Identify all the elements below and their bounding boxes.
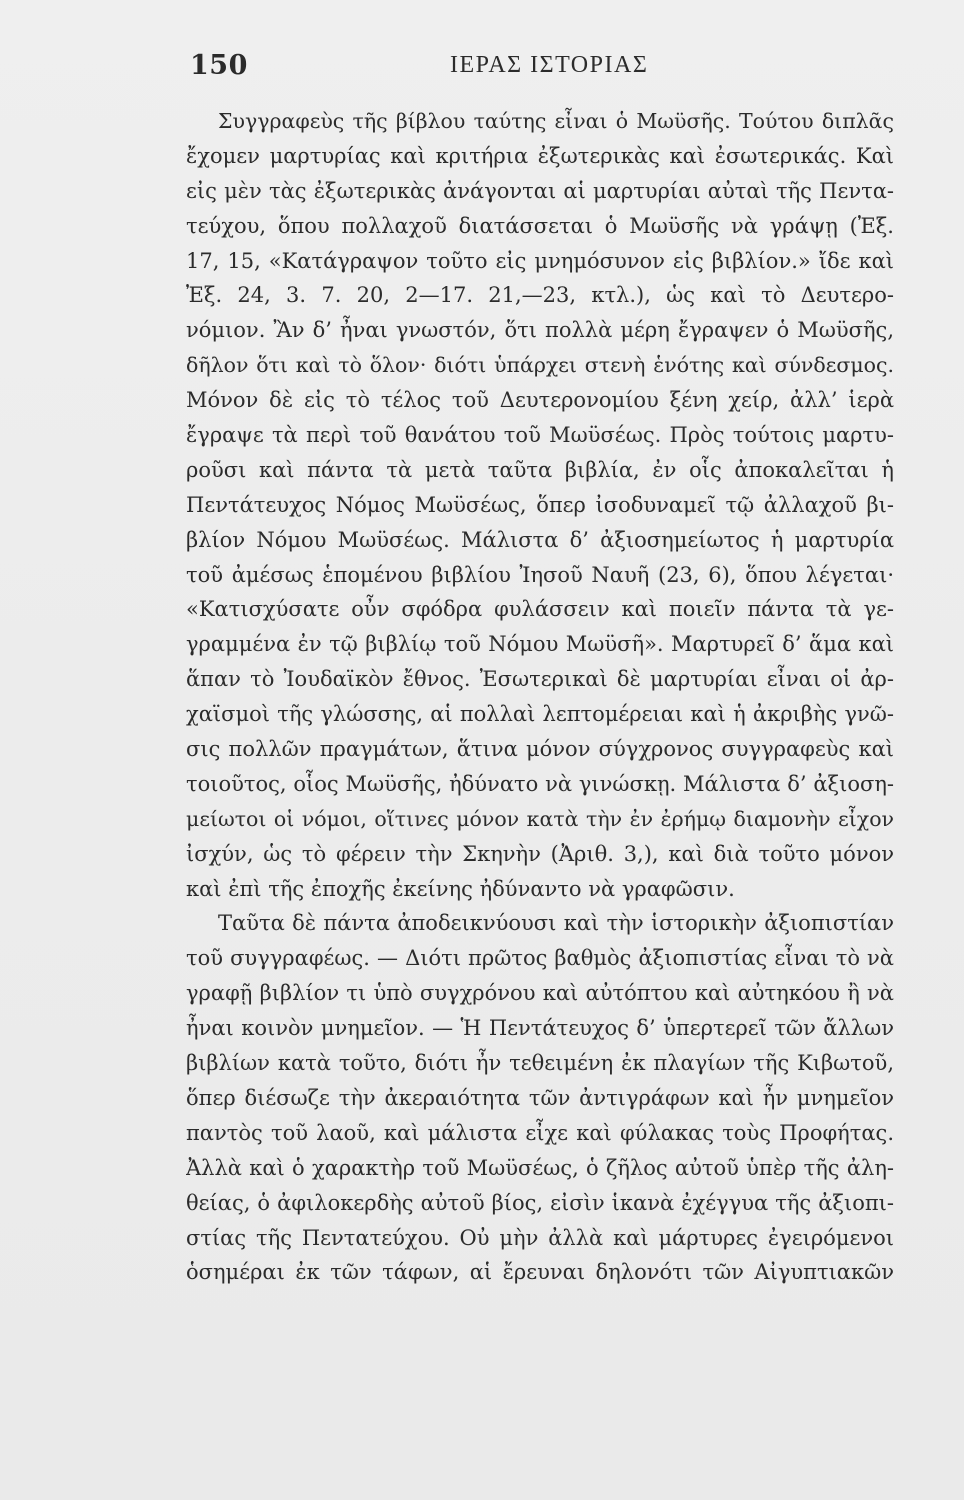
- text-line: θείας, ὁ ἀφιλοκερδὴς αὐτοῦ βίος, εἰσὶν ἱκανὰ ἐχέγγυα τῆς ἀξιοπι-: [186, 1190, 894, 1215]
- text-line: ἔχομεν μαρτυρίας καὶ κριτήρια ἐξωτερικὰς καὶ ἐσωτερικάς. Καὶ: [186, 143, 894, 168]
- text-line: τοῦ ἀμέσως ἑπομένου βιβλίου Ἰησοῦ Ναυῆ (23, 6), ὅπου λέγεται·: [186, 562, 894, 587]
- text-line: χαϊσμοὶ τῆς γλώσσης, αἱ πολλαὶ λεπτομέρειαι καὶ ἡ ἀκριβὴς γνῶ-: [186, 702, 894, 727]
- text-line: ἦναι κοινὸν μνημεῖον. — Ἡ Πεντάτευχος δ’ ὑπερτερεῖ τῶν ἄλλων: [186, 1016, 894, 1041]
- text-line: ὁσημέραι ἐκ τῶν τάφων, αἱ ἔρευναι δηλονότι τῶν Αἰγυπτιακῶν: [186, 1260, 894, 1285]
- text-line: σις πολλῶν πραγμάτων, ἅτινα μόνον σύγχρονος συγγραφεὺς καὶ: [186, 737, 894, 762]
- text-line: εἰς μὲν τὰς ἐξωτερικὰς ἀνάγονται αἱ μαρτυρίαι αὐταὶ τῆς Πεντα-: [186, 178, 894, 203]
- running-title: ΙΕΡΑΣ ΙΣΤΟΡΙΑΣ: [450, 52, 649, 78]
- text-line: παντὸς τοῦ λαοῦ, καὶ μάλιστα εἶχε καὶ φύλακας τοὺς Προφήτας.: [186, 1120, 894, 1145]
- text-line: Μόνον δὲ εἰς τὸ τέλος τοῦ Δευτερονομίου ξένη χείρ, ἀλλ’ ἱερὰ: [186, 388, 894, 413]
- text-line: νόμιον. Ἂν δ’ ἦναι γνωστόν, ὅτι πολλὰ μέρη ἔγραψεν ὁ Μωϋσῆς,: [186, 318, 894, 343]
- text-line: Ἀλλὰ καὶ ὁ χαρακτὴρ τοῦ Μωϋσέως, ὁ ζῆλος αὐτοῦ ὑπὲρ τῆς ἀλη-: [186, 1155, 894, 1180]
- text-line: Συγγραφεὺς τῆς βίβλου ταύτης εἶναι ὁ Μωϋσῆς. Τούτου διπλᾶς: [218, 109, 894, 133]
- text-line: Πεντάτευχος Νόμος Μωϋσέως, ὅπερ ἰσοδυναμεῖ τῷ ἀλλαχοῦ βι-: [186, 492, 894, 517]
- page-header: [190, 50, 894, 90]
- text-line: 17, 15, «Κατάγραψον τοῦτο εἰς μνημόσυνον εἰς βιβλίον.» ἴδε καὶ: [186, 248, 894, 273]
- text-line: καὶ ἐπὶ τῆς ἐποχῆς ἐκείνης ἠδύναντο νὰ γραφῶσιν.: [186, 876, 735, 901]
- text-line: ἰσχύν, ὡς τὸ φέρειν τὴν Σκηνὴν (Ἀριθ. 3,), καὶ διὰ τοῦτο μόνον: [186, 841, 894, 866]
- text-line: γραμμένα ἐν τῷ βιβλίῳ τοῦ Νόμου Μωϋσῆ». Μαρτυρεῖ δ’ ἅμα καὶ: [186, 632, 894, 657]
- text-line: ὅπερ διέσωζε τὴν ἀκεραιότητα τῶν ἀντιγράφων καὶ ἦν μνημεῖον: [186, 1085, 894, 1110]
- text-line: «Κατισχύσατε οὖν σφόδρα φυλάσσειν καὶ ποιεῖν πάντα τὰ γε-: [186, 597, 894, 622]
- text-line: στίας τῆς Πεντατεύχου. Οὐ μὴν ἀλλὰ καὶ μάρτυρες ἐγειρόμενοι: [186, 1225, 894, 1250]
- text-line: γραφῇ βιβλίον τι ὑπὸ συγχρόνου καὶ αὐτόπτου καὶ αὐτηκόου ἢ νὰ: [186, 981, 894, 1006]
- text-line: Ταῦτα δὲ πάντα ἀποδεικνύουσι καὶ τὴν ἱστορικὴν ἀξιοπιστίαν: [218, 911, 894, 936]
- text-line: τοιοῦτος, οἷος Μωϋσῆς, ἠδύνατο νὰ γινώσκῃ. Μάλιστα δ’ ἀξιοση-: [186, 771, 894, 796]
- page-number: 150: [190, 50, 248, 81]
- text-line: δῆλον ὅτι καὶ τὸ ὅλον· διότι ὑπάρχει στενὴ ἑνότης καὶ σύνδεσμος.: [186, 353, 894, 378]
- body-text: [186, 104, 894, 1290]
- text-line: ἅπαν τὸ Ἰουδαϊκὸν ἔθνος. Ἐσωτερικαὶ δὲ μαρτυρίαι εἶναι οἱ ἀρ-: [186, 667, 894, 692]
- text-line: ροῦσι καὶ πάντα τὰ μετὰ ταῦτα βιβλία, ἐν οἷς ἀποκαλεῖται ἡ: [186, 457, 894, 482]
- text-line: βιβλίων κατὰ τοῦτο, διότι ἦν τεθειμένη ἐκ πλαγίων τῆς Κιβωτοῦ,: [186, 1051, 894, 1076]
- text-line: ἔγραψε τὰ περὶ τοῦ θανάτου τοῦ Μωϋσέως. Πρὸς τούτοις μαρτυ-: [186, 423, 894, 448]
- text-line: βλίον Νόμου Μωϋσέως. Μάλιστα δ’ ἀξιοσημείωτος ἡ μαρτυρία: [186, 527, 894, 552]
- text-line: τεύχου, ὅπου πολλαχοῦ διατάσσεται ὁ Μωϋσῆς νὰ γράψῃ (Ἐξ.: [186, 213, 894, 238]
- text-line: Ἐξ. 24, 3. 7. 20, 2—17. 21,—23, κτλ.), ὡς καὶ τὸ Δευτερο-: [186, 283, 894, 308]
- text-line: μείωτοι οἱ νόμοι, οἵτινες μόνον κατὰ τὴν ἐν ἐρήμῳ διαμονὴν εἶχον: [186, 806, 894, 831]
- text-line: τοῦ συγγραφέως. — Διότι πρῶτος βαθμὸς ἀξιοπιστίας εἶναι τὸ νὰ: [186, 946, 894, 971]
